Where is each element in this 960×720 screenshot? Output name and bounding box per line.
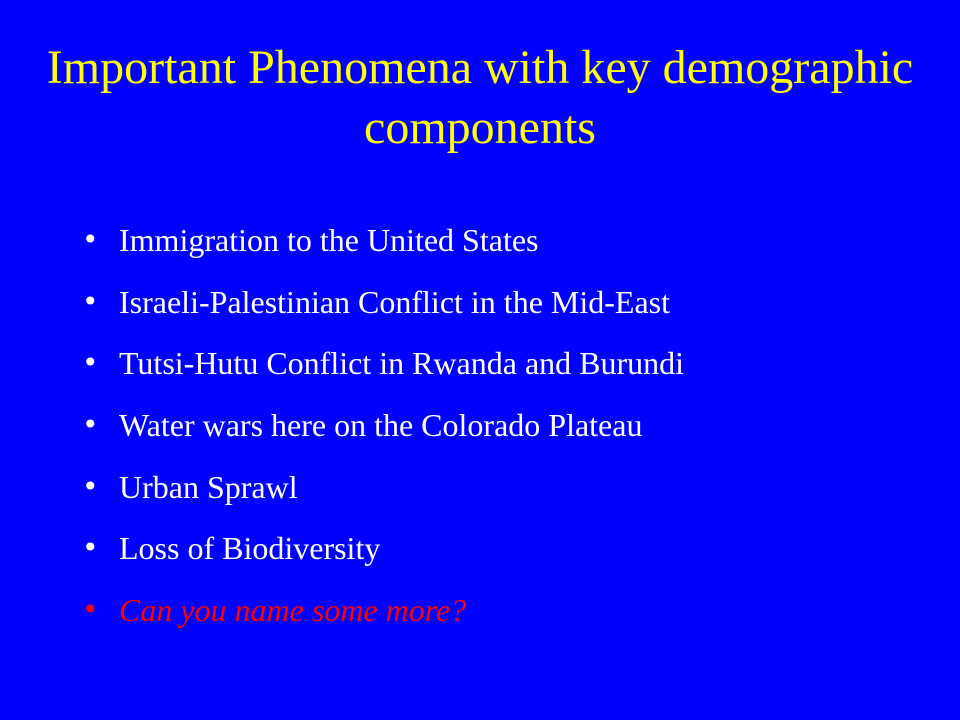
- bullet-icon: •: [82, 593, 99, 627]
- bullet-item: [82, 522, 684, 574]
- slide-title: Important Phenomena with key demographic components: [46, 41, 914, 154]
- bullet-icon: •: [82, 531, 99, 565]
- bullet-text: Tutsi-Hutu Conflict in Rwanda and Burundi: [119, 345, 685, 382]
- question-bullet-item: [82, 584, 684, 636]
- bullet-icon: •: [82, 469, 99, 503]
- bullet-text: Immigration to the United States: [119, 222, 539, 258]
- bullet-item: [82, 399, 684, 451]
- bullet-text: Israeli-Palestinian Conflict in the Mid-East: [119, 283, 670, 320]
- bullet-text: Urban Sprawl: [119, 468, 298, 505]
- bullet-text: Water wars here on the Colorado Plateau: [119, 407, 643, 444]
- bullet-item: [82, 461, 684, 513]
- bullet-item: [82, 214, 684, 266]
- bullet-icon: •: [82, 223, 99, 256]
- bullet-icon: •: [82, 346, 99, 380]
- bullet-item: [82, 276, 684, 328]
- bullet-icon: •: [82, 408, 99, 442]
- bullet-list: [82, 214, 684, 646]
- bullet-icon: •: [82, 284, 99, 318]
- bullet-item: [82, 337, 684, 389]
- question-text: Can you name some more?: [119, 592, 467, 629]
- bullet-text: Loss of Biodiversity: [119, 530, 381, 567]
